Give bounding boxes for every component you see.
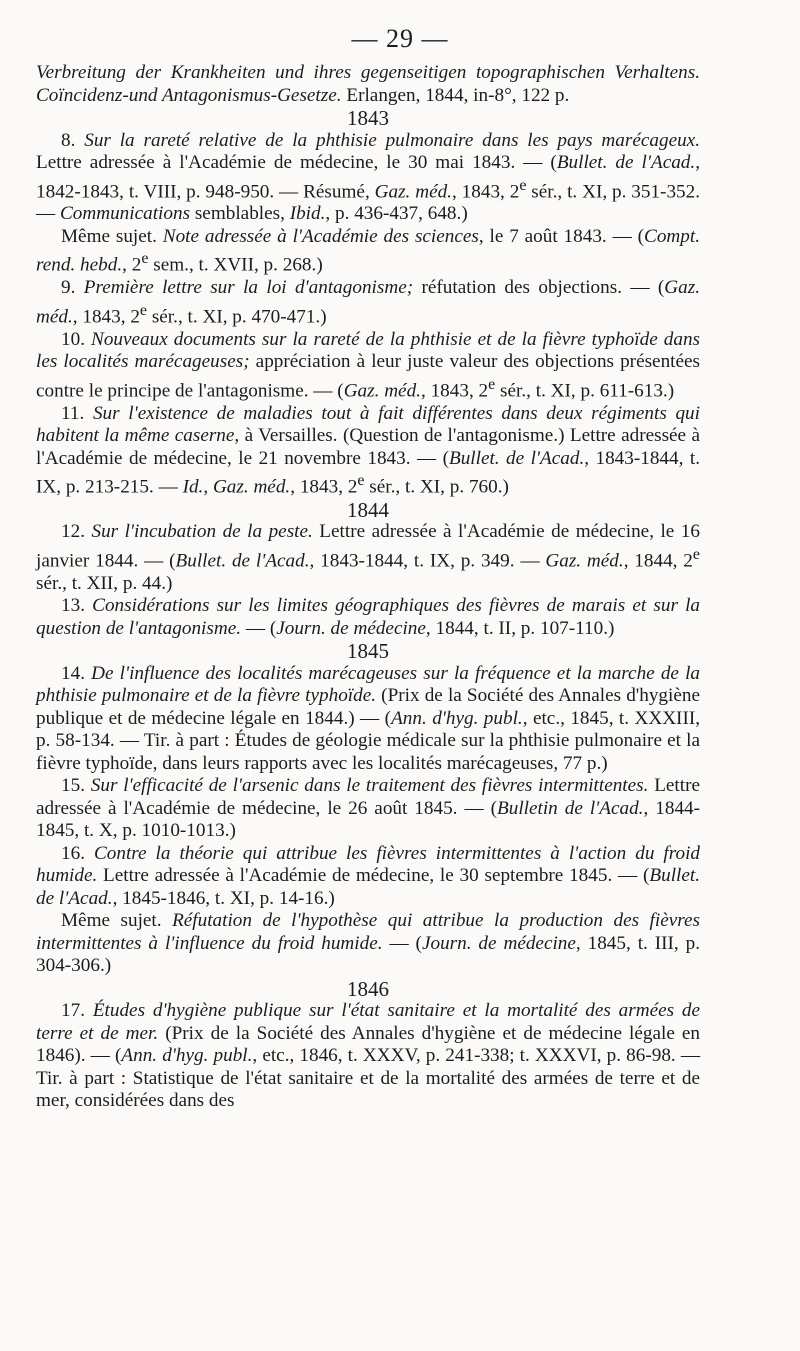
bibliography-entry: 10. Nouveaux documents sur la rareté de la phthisie et de la fièvre typhoïde dans les localités marécageuses; appréciation à leur juste valeur des objections présentées contre le principe de l'antagonisme. — (Gaz. méd., 1843, 2e sér., t. XI, p. 611-613.) (36, 328, 700, 402)
bibliography-entry: 15. Sur l'efficacité de l'arsenic dans le traitement des fièvres intermittentes. Lettre adressée à l'Académie de médecine, le 26 août 1845. — (Bulletin de l'Acad., 1844-1845, t. X, p. 1010-1013.) (36, 775, 701, 842)
bibliography-entry: 12. Sur l'incubation de la peste. Lettre adressée à l'Académie de médecine, le 16 janvier 1844. — (Bullet. de l'Acad., 1843-1844, t. IX, p. 349. — Gaz. méd., 1844, 2e sér., t. XII, p. 44.) (36, 521, 701, 594)
bibliography-entry: 16. Contre la théorie qui attribue les fièvres intermittentes à l'action du froid humide. Lettre adressée à l'Académie de médecine, le 30 septembre 1845. — (Bullet. de l'Acad., 1845-1846, t. XI, p. 14-16.) (36, 842, 701, 909)
bibliography-entry: Même sujet. Réfutation de l'hypothèse qui attribue la production des fièvres intermittentes à l'influence du froid humide. — (Journ. de médecine, 1845, t. III, p. 304-306.) (36, 910, 701, 977)
year-heading: 1843 (347, 106, 389, 130)
year-heading: 1844 (347, 497, 389, 522)
continued-entry: Verbreitung der Krankheiten und ihres gegenseitigen topographischen Verhaltens. Coïncidenz-und Antagonismus-Gesetze. Erlangen, 1844, in-8°, 122 p. (36, 62, 700, 106)
year-heading: 1845 (347, 639, 389, 664)
year-heading: 1846 (347, 976, 389, 1001)
bibliography-entry: 13. Considérations sur les limites géographiques des fièvres de marais et sur la question de l'antagonisme. — (Journ. de médecine, 1844, t. II, p. 107-110.) (36, 595, 700, 639)
bibliography-entry: 17. Études d'hygiène publique sur l'état sanitaire et la mortalité des armées de terre et de mer. (Prix de la Société des Annales d'hygiène et de médecine légale en 1846). — (Ann. d'hyg. publ., etc., 1846, t. XXXV, p. 241-338; t. XXXVI, p. 86-98. — Tir. à part : Statistique de l'état sanitaire et de la mortalité des armées de terre et de mer, considérées dans des (36, 1000, 701, 1112)
bibliography-entry: 14. De l'influence des localités marécageuses sur la fréquence et la marche de la phthisie pulmonaire et de la fièvre typhoïde. (Prix de la Société des Annales d'hygiène publique et de médecine légale en 1844.) — (Ann. d'hyg. publ., etc., 1845, t. XXXIII, p. 58-134. — Tir. à part : Études de géologie médicale sur la phthisie pulmonaire et la fièvre typhoïde, dans leurs rapports avec les localités marécageuses, 77 p.) (36, 662, 701, 774)
page-number: — 29 — (351, 24, 449, 53)
bibliography-text (36, 62, 700, 1113)
bibliography-entry: Même sujet. Note adressée à l'Académie des sciences, le 7 août 1843. — (Compt. rend. hebd., 2e sem., t. XVII, p. 268.) (36, 225, 700, 276)
bibliography-entry: 9. Première lettre sur la loi d'antagonisme; réfutation des objections. — (Gaz. méd., 1843, 2e sér., t. XI, p. 470-471.) (36, 277, 701, 328)
bibliography-entry: 8. Sur la rareté relative de la phthisie pulmonaire dans les pays marécageux. Lettre adressée à l'Académie de médecine, le 30 mai 1843. — (Bullet. de l'Acad., 1842-1843, t. VIII, p. 948-950. — Résumé, Gaz. méd., 1843, 2e sér., t. XI, p. 351-352. — Communications semblables, Ibid., p. 436-437, 648.) (36, 129, 701, 225)
bibliography-entry: 11. Sur l'existence de maladies tout à fait différentes dans deux régiments qui habitent la même caserne, à Versailles. (Question de l'antagonisme.) Lettre adressée à l'Académie de médecine, le 21 novembre 1843. — (Bullet. de l'Acad., 1843-1844, t. IX, p. 213-215. — Id., Gaz. méd., 1843, 2e sér., t. XI, p. 760.) (36, 402, 700, 498)
